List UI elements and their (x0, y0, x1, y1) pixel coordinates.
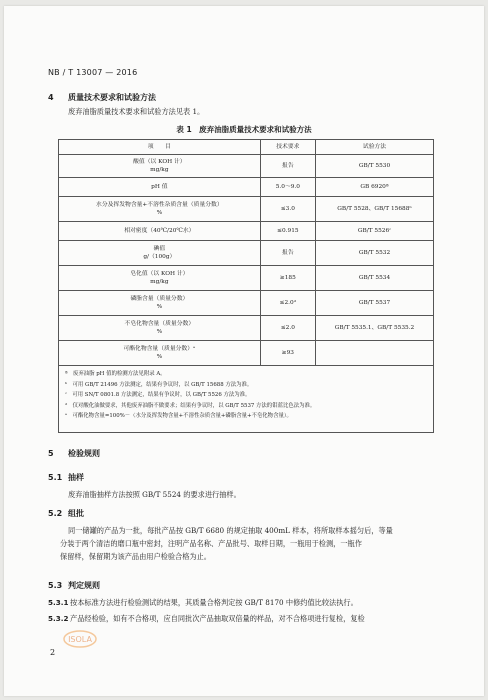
intro-paragraph: 废弃油脂质量技术要求和试验方法见表 1。 (68, 107, 205, 116)
section-5-3-heading (48, 580, 100, 591)
section-5-2-heading (48, 508, 84, 519)
section-5-1-heading (48, 472, 84, 483)
table-note: ª 废弃油脂 pH 值的检测方法见附录 A。 (65, 371, 166, 377)
cell-requirement: ≤0.915 (260, 222, 315, 241)
table-header-requirement: 技术要求 (260, 140, 315, 155)
table-caption: 表 1 废弃油脂质量技术要求和试验方法 (176, 125, 312, 134)
table-row (59, 241, 434, 266)
cell-method: GB/T 5535.1、GB/T 5535.2 (316, 316, 434, 341)
paragraph-line: 同一储罐的产品为一批，每批产品按 GB/T 6680 的规定抽取 400mL 样本，将所取样本摇匀后，等量 (68, 526, 393, 535)
cell-requirement: 报告 (260, 155, 315, 178)
cell-requirement: ≥185 (260, 266, 315, 291)
table-note: ᵈ 仅对酸化油做要求，其他废弃油脂不做要求；结果有争议时，以 GB/T 5537 方法的钼蓝比色法为准。 (65, 402, 316, 409)
section-title: 判定规则 (68, 581, 100, 590)
table-notes-row (59, 366, 434, 433)
section-title: 质量技术要求和试验方法 (68, 93, 156, 102)
cell-method (316, 341, 434, 366)
table-row (59, 178, 434, 197)
table-row (59, 291, 434, 316)
cell-requirement: ≤2.0 (260, 316, 315, 341)
watermark-logo (62, 628, 98, 650)
section-title: 检验规则 (68, 449, 100, 458)
table-row (59, 155, 434, 178)
clause-5-3-2 (48, 612, 365, 625)
table-header-item: 项 目 (59, 140, 261, 155)
clause-5-3-1 (48, 596, 358, 609)
page-number: 2 (50, 648, 56, 657)
table-row (59, 197, 434, 222)
cell-method: GB/T 5530 (316, 155, 434, 178)
cell-item: 不皂化物含量（质量分数） % (59, 316, 261, 341)
cell-item: 相对密度（40℃/20℃水） (59, 222, 261, 241)
section-number: 5.3 (48, 581, 63, 590)
table-header-method: 试验方法 (316, 140, 434, 155)
paragraph-line: 分装于两个清洁的磨口瓶中密封，注明产品名称、产品批号、取样日期，一瓶用于检测，一瓶作 (60, 539, 362, 548)
clause-number: 5.3.1 (48, 598, 69, 607)
clause-text: 按本标准方法进行检验测试的结果，其质量合格判定按 GB/T 8170 中修约值比较法执行。 (70, 598, 358, 607)
cell-method: GB/T 5537 (316, 291, 434, 316)
table-note: ᵇ 可用 GB/T 21496 方法测定，结果有争议时，以 GB/T 15688 方法为准。 (65, 381, 253, 388)
table-note: ᶜ 可用 SN/T 0801.8 方法测定，结果有争议时，以 GB/T 5526 方法为准。 (65, 392, 251, 398)
section-4-heading (48, 92, 156, 103)
clause-number: 5.3.2 (48, 614, 69, 623)
cell-requirement: ≤3.0 (260, 197, 315, 222)
cell-method: GB 6920ª (316, 178, 434, 197)
section-title: 抽样 (68, 473, 84, 482)
paragraph-line: 保留样，保留期为该产品由用户检验合格为止。 (60, 552, 211, 561)
cell-method: GB/T 5534 (316, 266, 434, 291)
cell-item: 水分及挥发物含量+不溶性杂质含量（质量分数） % (59, 197, 261, 222)
cell-item: 酸值（以 KOH 计） mg/kg (59, 155, 261, 178)
table-row (59, 222, 434, 241)
section-number: 4 (48, 93, 54, 102)
cell-method: GB/T 5532 (316, 241, 434, 266)
table-row (59, 266, 434, 291)
cell-item: pH 值 (59, 178, 261, 197)
standard-header: NB / T 13007 — 2016 (48, 68, 138, 77)
section-number: 5.1 (48, 473, 63, 482)
cell-method: GB/T 5528、GB/T 15688ᵇ (316, 197, 434, 222)
cell-item: 磷脂含量（质量分数） % (59, 291, 261, 316)
section-number: 5.2 (48, 509, 63, 518)
cell-method: GB/T 5526ᶜ (316, 222, 434, 241)
cell-item: 可酯化物含量（质量分数）ᵉ % (59, 341, 261, 366)
cell-item: 碘值 g/（100g） (59, 241, 261, 266)
table-row (59, 341, 434, 366)
section-title: 组批 (68, 509, 84, 518)
table-row (59, 316, 434, 341)
section-5-heading (48, 448, 100, 459)
clause-text: 产品经检验，如有不合格项，应自同批次产品抽取双倍量的样品，对不合格项进行复检，复检 (70, 614, 365, 623)
batching-paragraph (60, 524, 440, 563)
cell-requirement: ≥93 (260, 341, 315, 366)
section-number: 5 (48, 449, 54, 458)
document-page (4, 6, 484, 696)
cell-requirement: 报告 (260, 241, 315, 266)
watermark-text: ISOLA (68, 635, 92, 644)
cell-item: 皂化值（以 KOH 计） mg/kg (59, 266, 261, 291)
quality-table (58, 139, 434, 433)
table-notes (59, 366, 434, 433)
sampling-paragraph: 废弃油脂抽样方法按照 GB/T 5524 的要求进行抽样。 (68, 490, 241, 499)
cell-requirement: ≤2.0ᵈ (260, 291, 315, 316)
table-note: ᵉ 可酯化物含量=100%－（水分及挥发物含量+不溶性杂质含量+磷脂含量+不皂化物含量）。 (65, 413, 292, 419)
cell-requirement: 5.0～9.0 (260, 178, 315, 197)
